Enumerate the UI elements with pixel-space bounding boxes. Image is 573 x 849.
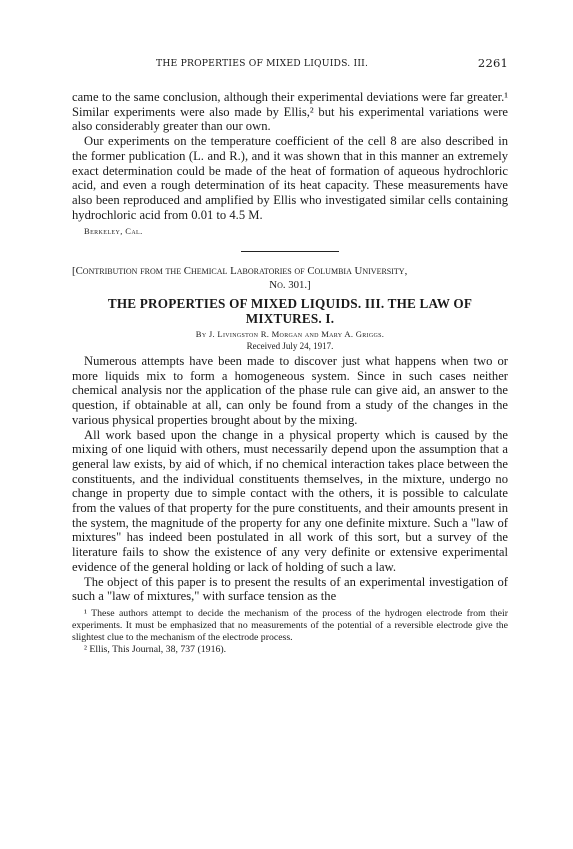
article-title-line-2: MIXTURES. I.	[245, 311, 335, 327]
byline: By J. Livingston R. Morgan and Mary A. Griggs.	[195, 329, 385, 340]
prev-paragraph-2: Our experiments on the temperature coefficient of the cell 8 are also described in the former publication (L. and R.), and it was shown that in this manner an extremely exact determination could be made of the heat of formation of aqueous hydrochloric acid, and even a rough determination of its heat capacity. These measurements have also been reproduced and amplified by Ellis who investigated similar cells containing hydrochloric acid from 0.01 to 4.5 M.	[72, 134, 508, 222]
contribution-line-2: No. 301.]	[269, 279, 311, 292]
prev-paragraph-1: came to the same conclusion, although their experimental deviations were far greater.¹ Similar experiments were also made by Ellis,² but his experimental variations were also considerably greater than our own.	[72, 90, 508, 134]
running-head-title: THE PROPERTIES OF MIXED LIQUIDS. III.	[156, 58, 369, 69]
page-body	[72, 90, 508, 656]
section-divider	[241, 251, 339, 252]
page-number: 2261	[477, 56, 508, 70]
location-line: Berkeley, Cal.	[84, 226, 143, 237]
paragraph-2: All work based upon the change in a physical property which is caused by the mixing of one liquid with others, must necessarily depend upon the assumption that a general law exists, by aid of which, if no chemical interaction takes place between the constituents, and the individual constituents themselves, in the mixture, undergo no change in property due to simple contact with the others, it is possible to calculate from the values of that property for the pure constituents, and their amounts present in the system, the magnitude of the property for any one definite mixture. Such a "law of mixtures" has indeed been postulated in all work of this sort, but a survey of the literature fails to show the existence of any very definite or extensive experimental evidence of the general holding or lack of holding of such a law.	[72, 427, 508, 574]
paragraph-1: Numerous attempts have been made to discover just what happens when two or more liquids mix to form a homogeneous system. Since in such cases neither chemical analysis nor the application of the phase rule can give aid, an answer to the question, if obtainable at all, can only be found from a study of the changes in the various physical properties brought about by the mixing.	[72, 354, 508, 427]
article-title-line-1: THE PROPERTIES OF MIXED LIQUIDS. III. THE LAW OF	[107, 296, 473, 312]
article-title	[72, 296, 508, 326]
running-head	[72, 58, 508, 72]
footnotes	[72, 608, 508, 656]
paragraph-3: The object of this paper is to present the results of an experimental investigation of such a "law of mixtures," with surface tension as the	[72, 574, 508, 604]
received-date: Received July 24, 1917.	[246, 341, 334, 352]
footnote-1: ¹ These authors attempt to decide the mechanism of the process of the hydrogen electrode from their experiments. It must be emphasized that no measurements of the potential of a reversible electrode give the slightest clue to the mechanism of the electrode process.	[72, 607, 508, 643]
footnote-2: ² Ellis, This Journal, 38, 737 (1916).	[84, 643, 227, 655]
contribution-line-1: [Contribution from the Chemical Laboratories of Columbia University,	[72, 265, 408, 278]
